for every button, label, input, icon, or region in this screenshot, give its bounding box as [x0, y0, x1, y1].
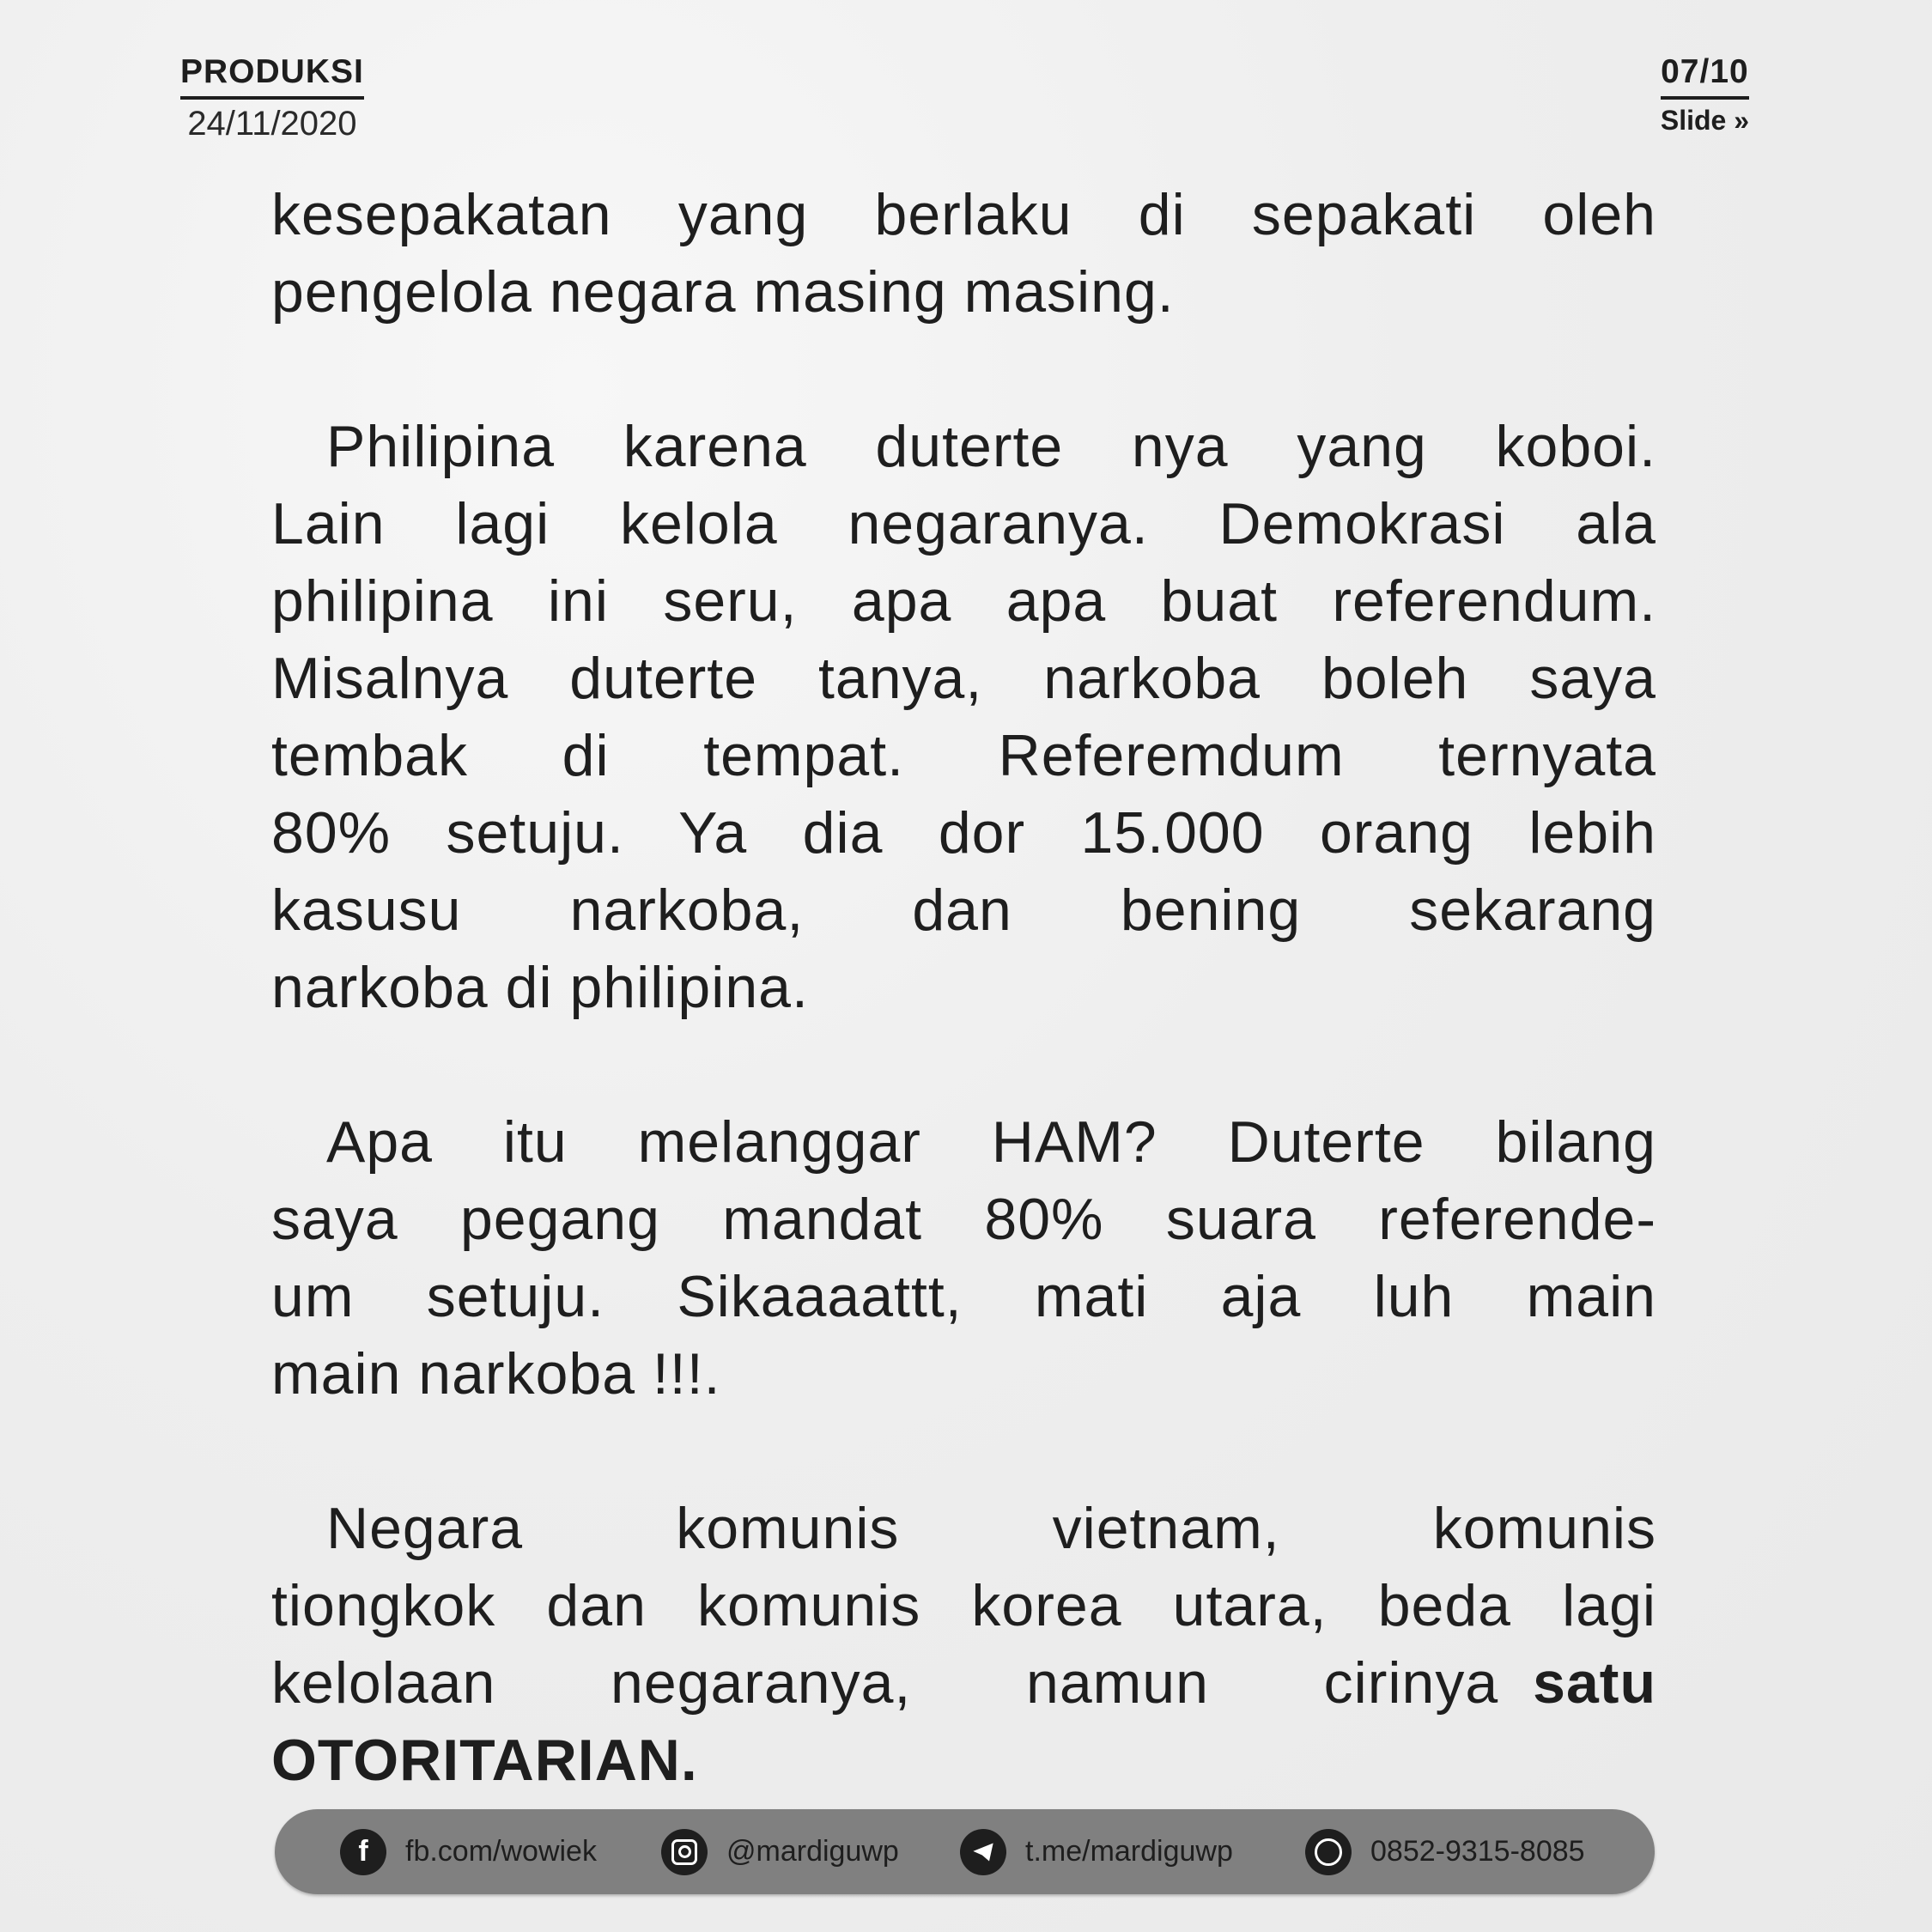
text-line: narkoba di philipina.	[271, 955, 809, 1020]
text-line: main narkoba !!!.	[271, 1341, 721, 1406]
emphasis-text: satu	[1533, 1650, 1656, 1716]
instagram-icon	[661, 1829, 708, 1875]
telegram-handle: t.me/mardiguwp	[1025, 1835, 1233, 1868]
facebook-handle: fb.com/wowiek	[405, 1835, 597, 1868]
whatsapp-link[interactable]	[1305, 1829, 1585, 1875]
next-slide-label: Slide »	[1660, 105, 1749, 136]
text-line: 80% setuju. Ya dia dor 15.000 orang lebih	[271, 800, 1656, 866]
text-line: kesepakatan yang berlaku di sepakati oleh	[271, 182, 1656, 247]
emphasis-text: OTORITARIAN.	[271, 1728, 698, 1793]
production-header	[180, 53, 364, 143]
text-line	[271, 1722, 1656, 1799]
text-line: um setuju. Sikaaaattt, mati aja luh main	[271, 1264, 1656, 1329]
text-line: Apa itu melanggar HAM? Duterte bilang	[326, 1109, 1656, 1175]
text-line: Negara komunis vietnam, komunis	[326, 1496, 1656, 1561]
text-line: Philipina karena duterte nya yang koboi.	[326, 414, 1656, 479]
text-line: Misalnya duterte tanya, narkoba boleh saya	[271, 646, 1656, 711]
text-line: pengelola negara masing masing.	[271, 259, 1175, 325]
text-line: kasusu narkoba, dan bening sekarang	[271, 878, 1656, 943]
whatsapp-number: 0852-9315-8085	[1370, 1835, 1585, 1868]
facebook-icon: f	[340, 1829, 386, 1875]
telegram-icon	[960, 1829, 1006, 1875]
telegram-link[interactable]	[960, 1829, 1233, 1875]
text-line: tiongkok dan komunis korea utara, beda lagi	[271, 1573, 1656, 1638]
slide-indicator	[1661, 53, 1749, 137]
article-body	[271, 176, 1656, 1799]
production-date: 24/11/2020	[187, 105, 357, 143]
page-number: 07/10	[1661, 53, 1749, 100]
instagram-link[interactable]	[661, 1829, 899, 1875]
production-label: PRODUKSI	[180, 53, 364, 100]
contact-bar	[275, 1809, 1655, 1894]
text-segment: kelolaan negaranya, namun cirinya	[271, 1650, 1499, 1716]
text-line: Lain lagi kelola negaranya. Demokrasi ala	[271, 491, 1656, 556]
text-line	[271, 1644, 1656, 1722]
text-line: saya pegang mandat 80% suara referende-	[271, 1187, 1656, 1252]
text-line: tembak di tempat. Referemdum ternyata	[271, 723, 1656, 788]
whatsapp-icon	[1305, 1829, 1352, 1875]
text-line: philipina ini seru, apa apa buat referendum.	[271, 568, 1656, 634]
instagram-handle: @mardiguwp	[726, 1835, 899, 1868]
facebook-link[interactable]	[340, 1829, 597, 1875]
